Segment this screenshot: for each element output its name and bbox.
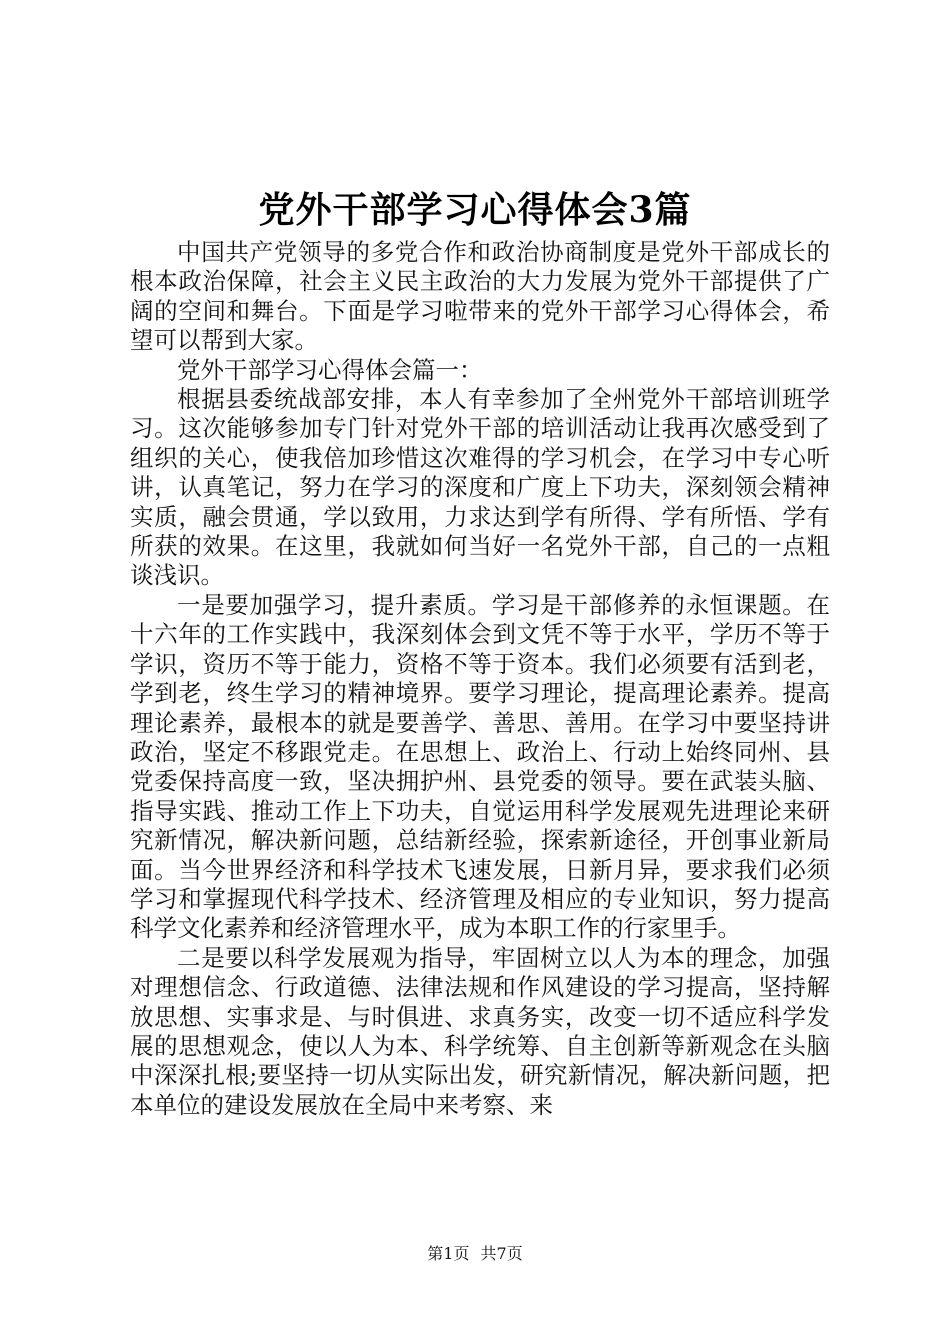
body-paragraph: 一是要加强学习，提升素质。学习是干部修养的永恒课题。在十六年的工作实践中，我深刻体会到文凭不等于水平，学历不等于学识，资历不等于能力，资格不等于资本。我们必须要有活到老，学到老，终生学习的精神境界。要学习理论，提高理论素养。提高理论素养，最根本的就是要善学、善思、善用。在学习中要坚持讲政治，坚定不移跟党走。在思想上、政治上、行动上始终同州、县党委保持高度一致，坚决拥护州、县党委的领导。要在武装头脑、指导实践、推动工作上下功夫，自觉运用科学发展观先进理论来研究新情况，解决新问题，总结新经验，探索新途径，开创事业新局面。当今世界经济和科学技术飞速发展，日新月异，要求我们必须学习和掌握现代科学技术、经济管理及相应的专业知识，努力提高科学文化素养和经济管理水平，成为本职工作的行家里手。 xyxy=(130,590,830,943)
intro-paragraph: 中国共产党领导的多党合作和政治协商制度是党外干部成长的根本政治保障，社会主义民主政治的大力发展为党外干部提供了广阔的空间和舞台。下面是学习啦带来的党外干部学习心得体会，希望可以帮到大家。 xyxy=(130,238,830,355)
page-footer xyxy=(0,1244,950,1264)
document-title: 党外干部学习心得体会3篇 xyxy=(258,189,692,231)
page-number: 第1页 xyxy=(427,1244,470,1263)
section-heading: 党外干部学习心得体会篇一： xyxy=(177,355,483,384)
body-paragraph: 根据县委统战部安排，本人有幸参加了全州党外干部培训班学习。这次能够参加专门针对党外干部的培训活动让我再次感受到了组织的关心，使我倍加珍惜这次难得的学习机会，在学习中专心听讲，认真笔记，努力在学习的深度和广度上下功夫，深刻领会精神实质，融会贯通，学以致用，力求达到学有所得、学有所悟、学有所获的效果。在这里，我就如何当好一名党外干部，自己的一点粗谈浅识。 xyxy=(130,385,830,590)
document-body xyxy=(130,238,830,1120)
body-paragraph: 二是要以科学发展观为指导，牢固树立以人为本的理念，加强对理想信念、行政道德、法律法规和作风建设的学习提高，坚持解放思想、实事求是、与时俱进、求真务实，改变一切不适应科学发展的思想观念，使以人为本、科学统筹、自主创新等新观念在头脑中深深扎根;要坚持一切从实际出发，研究新情况，解决新问题，把本单位的建设发展放在全局中来考察、来 xyxy=(130,943,830,1119)
page-total: 共7页 xyxy=(480,1244,523,1263)
